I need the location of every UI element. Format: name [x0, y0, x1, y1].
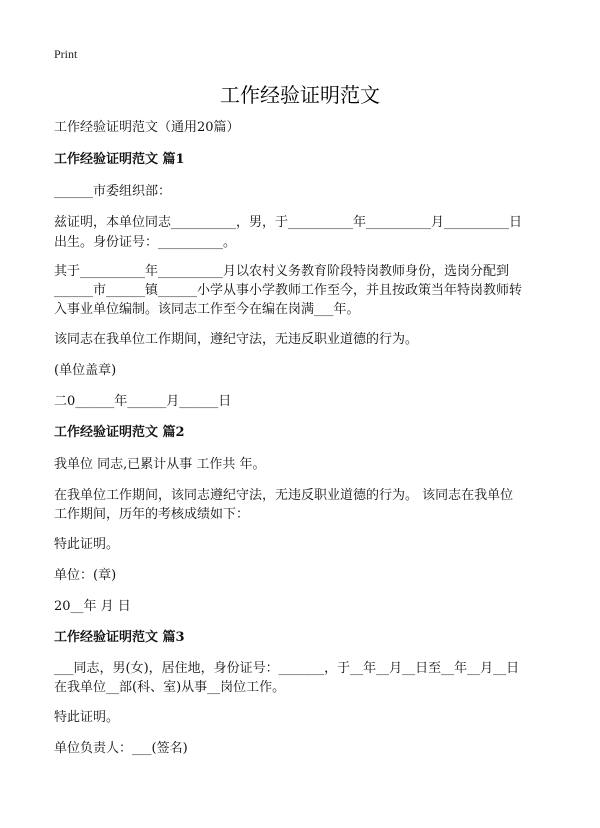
section-2-paragraph: 20__年 月 日	[54, 599, 131, 614]
section-3-paragraph: 在我单位__部(科、室)从事__岗位工作。	[54, 680, 286, 695]
print-link[interactable]: Print	[54, 47, 78, 61]
section-1-paragraph: 其于__________年__________月以农村义务教育阶段特岗教师身份，选岗分配到	[54, 264, 510, 279]
section-heading-2: 工作经验证明范文 篇2	[54, 425, 185, 440]
section-1-paragraph: 入事业单位编制。该同志工作至今在编在岗满___年。	[54, 302, 360, 317]
section-heading-1: 工作经验证明范文 篇1	[54, 152, 185, 167]
section-1-paragraph: 兹证明，本单位同志__________，男，于__________年__________月__________日	[54, 215, 523, 230]
section-1-paragraph: ______市______镇______小学从事小学教师工作至今，并且按政策当年特岗教师转	[54, 283, 523, 298]
section-1-paragraph: 出生。身份证号：__________。	[54, 235, 237, 250]
section-2-paragraph: 单位：(章)	[54, 568, 117, 583]
document-subtitle: 工作经验证明范文（通用20篇）	[54, 120, 240, 135]
section-2-paragraph: 我单位 同志,已累计从事 工作共 年。	[54, 457, 266, 472]
section-2-paragraph: 特此证明。	[54, 537, 120, 552]
section-1-paragraph: 二0______年______月______日	[54, 394, 232, 409]
section-3-paragraph: 特此证明。	[54, 710, 120, 725]
page-title: 工作经验证明范文	[220, 83, 380, 107]
section-2-paragraph: 在我单位工作期间，该同志遵纪守法，无违反职业道德的行为。 该同志在我单位	[54, 488, 514, 503]
section-1-paragraph: (单位盖章)	[54, 363, 117, 378]
section-3-paragraph: ___同志，男(女)，居住地，身份证号：_______，于__年__月__日至__年__月__日	[54, 661, 520, 676]
section-heading-3: 工作经验证明范文 篇3	[54, 630, 185, 645]
section-3-paragraph: 单位负责人：___(签名)	[54, 741, 188, 756]
section-2-paragraph: 工作期间，历年的考核成绩如下：	[54, 507, 250, 522]
section-1-paragraph: 该同志在我单位工作期间，遵纪守法，无违反职业道德的行为。	[54, 332, 419, 347]
section-1-paragraph: ______市委组织部：	[54, 184, 172, 199]
